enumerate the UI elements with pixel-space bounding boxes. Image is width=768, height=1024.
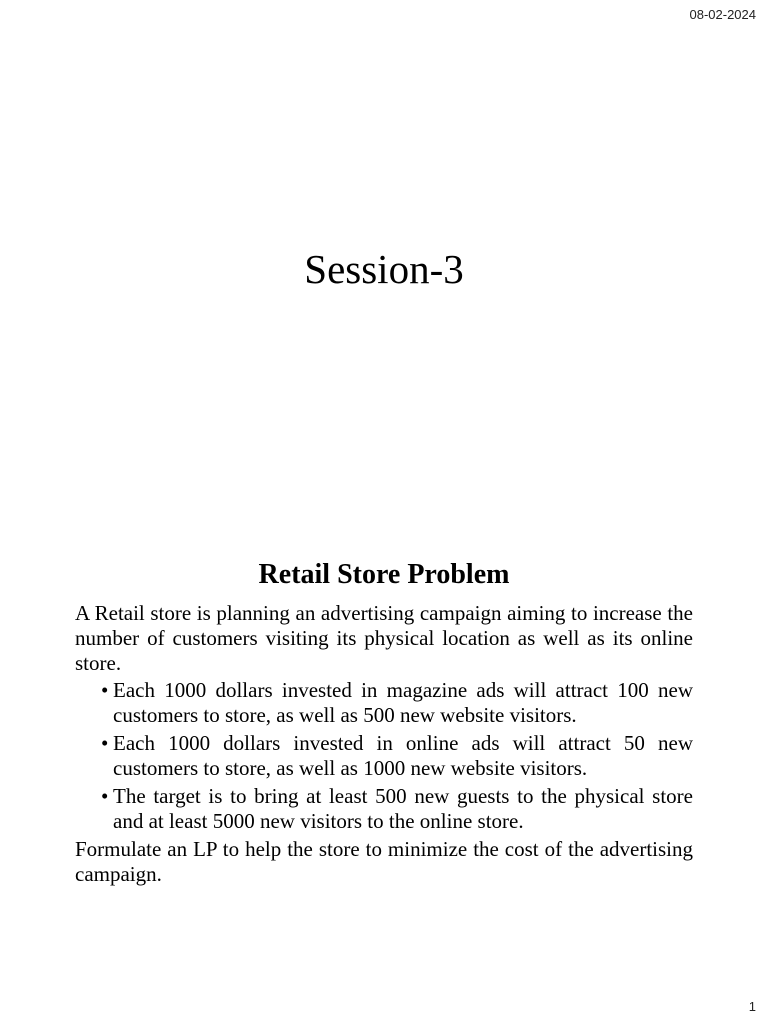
date-label: 08-02-2024 <box>689 7 756 22</box>
problem-intro: A Retail store is planning an advertising campaign aiming to increase the number of customers visiting its physical location as well as its online store. <box>75 601 693 675</box>
bullet-text: The target is to bring at least 500 new guests to the physical store and at least 5000 new visitors to the online store. <box>113 784 693 833</box>
page-number: 1 <box>748 999 756 1014</box>
problem-section <box>75 557 693 887</box>
bullet-icon: • <box>101 678 109 702</box>
list-item <box>101 678 693 728</box>
slide-title: Session-3 <box>304 246 464 292</box>
bullet-text: Each 1000 dollars invested in magazine ads will attract 100 new customers to store, as well as 500 new website visitors. <box>113 678 693 727</box>
bullet-icon: • <box>101 784 109 808</box>
bullet-icon: • <box>101 731 109 755</box>
list-item <box>101 731 693 781</box>
problem-heading: Retail Store Problem <box>258 559 510 590</box>
problem-conclusion: Formulate an LP to help the store to minimize the cost of the advertising campaign. <box>75 837 693 886</box>
bullet-text: Each 1000 dollars invested in online ads will attract 50 new customers to store, as well as 1000 new website visitors. <box>113 731 693 780</box>
list-item <box>101 784 693 834</box>
bullet-list <box>75 678 693 834</box>
